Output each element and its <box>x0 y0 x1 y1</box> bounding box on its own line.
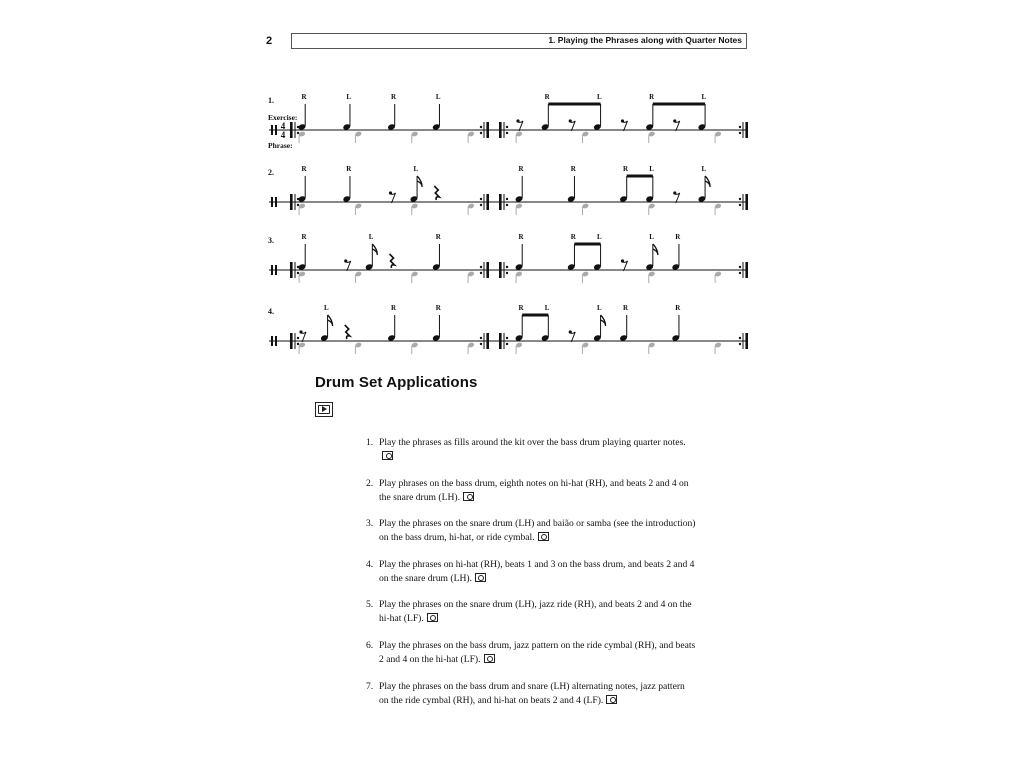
repeat-bar-thick <box>499 262 502 278</box>
repeat-dot <box>739 198 741 200</box>
repeat-dot <box>480 272 482 274</box>
sticking-label: R <box>544 93 550 101</box>
repeat-bar-thick <box>745 262 748 278</box>
repeat-dot <box>480 132 482 134</box>
sticking-label: R <box>346 165 352 173</box>
sticking-label: R <box>435 304 441 312</box>
sticking-label: L <box>413 165 419 173</box>
audio-track-icon[interactable] <box>463 492 474 501</box>
repeat-dot <box>739 337 741 339</box>
repeat-dot <box>480 198 482 200</box>
sticking-label: L <box>435 93 441 101</box>
sticking-label: L <box>544 304 550 312</box>
repeat-dot <box>506 343 508 345</box>
application-text: Play the phrases as fills around the kit over the bass drum playing quarter notes. <box>379 437 686 448</box>
sticking-label: R <box>301 165 307 173</box>
repeat-dot <box>297 204 299 206</box>
repeat-bar-thick <box>290 262 293 278</box>
sticking-label: R <box>518 165 524 173</box>
repeat-dot <box>480 266 482 268</box>
repeat-dot <box>480 343 482 345</box>
repeat-dot <box>739 266 741 268</box>
sticking-label: R <box>622 304 629 312</box>
application-item <box>366 517 696 545</box>
sticking-label: R <box>570 233 576 241</box>
sticking-label: L <box>324 304 329 312</box>
sticking-label: L <box>346 93 352 101</box>
sticking-label: R <box>675 233 681 241</box>
exercise-number: 1. <box>268 96 274 105</box>
repeat-dot <box>739 126 741 128</box>
application-text: Play the phrases on hi-hat (RH), beats 1 and 3 on the bass drum, and beats 2 and 4 on the snare drum (LH). <box>379 558 695 584</box>
exercise-number: 2. <box>268 168 274 177</box>
repeat-bar-thick <box>745 333 748 349</box>
exercise-number: 3. <box>268 236 274 245</box>
repeat-bar-thick <box>745 194 748 210</box>
application-number: 7. <box>366 680 374 692</box>
sticking-label: R <box>675 304 681 312</box>
repeat-bar-thick <box>290 194 293 210</box>
notation-area <box>0 0 1024 370</box>
sticking-label: L <box>368 233 374 241</box>
repeat-bar-thick <box>499 194 502 210</box>
audio-track-icon[interactable] <box>475 573 486 582</box>
application-number: 2. <box>366 477 374 489</box>
repeat-dot <box>506 126 508 128</box>
sticking-label: R <box>518 233 524 241</box>
sticking-label: L <box>701 93 707 101</box>
repeat-bar-thick <box>745 122 748 138</box>
sticking-label: R <box>649 93 655 101</box>
time-signature-top: 4 <box>280 121 286 131</box>
audio-track-icon[interactable] <box>427 613 438 622</box>
quarter-rest <box>434 186 439 200</box>
repeat-dot <box>297 343 299 345</box>
repeat-bar-thick <box>486 194 489 210</box>
note-beam <box>574 243 600 246</box>
repeat-bar-thick <box>290 333 293 349</box>
audio-track-icon[interactable] <box>538 532 549 541</box>
application-number: 6. <box>366 639 374 651</box>
repeat-bar-thick <box>499 333 502 349</box>
repeat-dot <box>480 337 482 339</box>
sticking-label: R <box>518 304 524 312</box>
repeat-bar-thick <box>290 122 293 138</box>
note-flag <box>372 244 377 255</box>
sticking-label: R <box>390 93 397 101</box>
repeat-dot <box>506 266 508 268</box>
application-text: Play phrases on the bass drum, eighth notes on hi-hat (RH), and beats 2 and 4 on the snare drum (LH). <box>379 477 689 503</box>
application-item <box>366 477 696 505</box>
chapter-title: 1. Playing the Phrases along with Quarter Notes <box>548 35 742 45</box>
repeat-dot <box>506 337 508 339</box>
sticking-label: R <box>622 165 629 173</box>
application-item <box>366 680 696 708</box>
repeat-dot <box>739 272 741 274</box>
exercise-label: Exercise: <box>268 113 298 122</box>
repeat-dot <box>480 126 482 128</box>
repeat-dot <box>506 272 508 274</box>
quarter-rest <box>390 254 395 268</box>
note-flag <box>705 176 710 187</box>
note-flag <box>653 244 658 255</box>
exercise-number: 4. <box>268 307 274 316</box>
application-number: 5. <box>366 599 374 611</box>
note-beam <box>627 175 653 178</box>
sticking-label: R <box>301 93 307 101</box>
repeat-dot <box>297 272 299 274</box>
audio-track-icon[interactable] <box>382 451 393 460</box>
page-number: 2 <box>266 35 273 47</box>
note-beam <box>548 103 600 106</box>
repeat-bar-thick <box>486 262 489 278</box>
repeat-dot <box>297 337 299 339</box>
sticking-label: L <box>649 165 654 173</box>
quarter-rest <box>345 325 350 339</box>
repeat-dot <box>739 343 741 345</box>
time-signature-bottom: 4 <box>280 130 286 140</box>
sticking-label: R <box>570 165 576 173</box>
section-title: Drum Set Applications <box>315 374 478 391</box>
application-item <box>366 558 696 586</box>
application-number: 1. <box>366 437 374 448</box>
application-item <box>366 598 696 626</box>
application-number: 3. <box>366 518 374 530</box>
repeat-dot <box>297 132 299 134</box>
sticking-label: L <box>701 165 707 173</box>
repeat-dot <box>739 204 741 206</box>
repeat-bar-thick <box>486 333 489 349</box>
application-item <box>366 639 696 667</box>
note-beam <box>522 314 548 317</box>
application-text: Play the phrases on the snare drum (LH) and baião or samba (see the introduction) on the bass drum, hi-hat, or ride cymbal. <box>379 518 696 544</box>
repeat-dot <box>480 204 482 206</box>
repeat-bar-thick <box>486 122 489 138</box>
application-number: 4. <box>366 558 374 570</box>
sticking-label: R <box>301 233 307 241</box>
sticking-label: L <box>597 233 602 241</box>
phrase-label: Phrase: <box>268 141 293 150</box>
application-item <box>366 436 696 464</box>
note-flag <box>601 315 606 326</box>
sticking-label: R <box>435 233 441 241</box>
sticking-label: L <box>649 233 654 241</box>
note-flag <box>417 176 422 187</box>
repeat-dot <box>506 132 508 134</box>
repeat-dot <box>739 132 741 134</box>
application-text: Play the phrases on the bass drum and snare (LH) alternating notes, jazz pattern on the ride cymbal (RH), and hi-hat on beats 2 and 4 (LF). <box>379 680 685 706</box>
audio-track-icon[interactable] <box>606 695 617 704</box>
repeat-dot <box>506 198 508 200</box>
audio-track-icon[interactable] <box>484 654 495 663</box>
applications-list <box>366 436 696 720</box>
sticking-label: R <box>390 304 397 312</box>
video-play-icon[interactable] <box>315 402 333 417</box>
note-beam <box>653 103 705 106</box>
note-flag <box>328 315 333 326</box>
application-text: Play the phrases on the bass drum, jazz pattern on the ride cymbal (RH), and beats 2 and 4 on the hi-hat (LF). <box>379 639 696 665</box>
sticking-label: L <box>597 93 602 101</box>
repeat-dot <box>506 204 508 206</box>
repeat-bar-thick <box>499 122 502 138</box>
application-text: Play the phrases on the snare drum (LH), jazz ride (RH), and beats 2 and 4 on the hi-hat (LF). <box>379 599 692 625</box>
sticking-label: L <box>597 304 602 312</box>
